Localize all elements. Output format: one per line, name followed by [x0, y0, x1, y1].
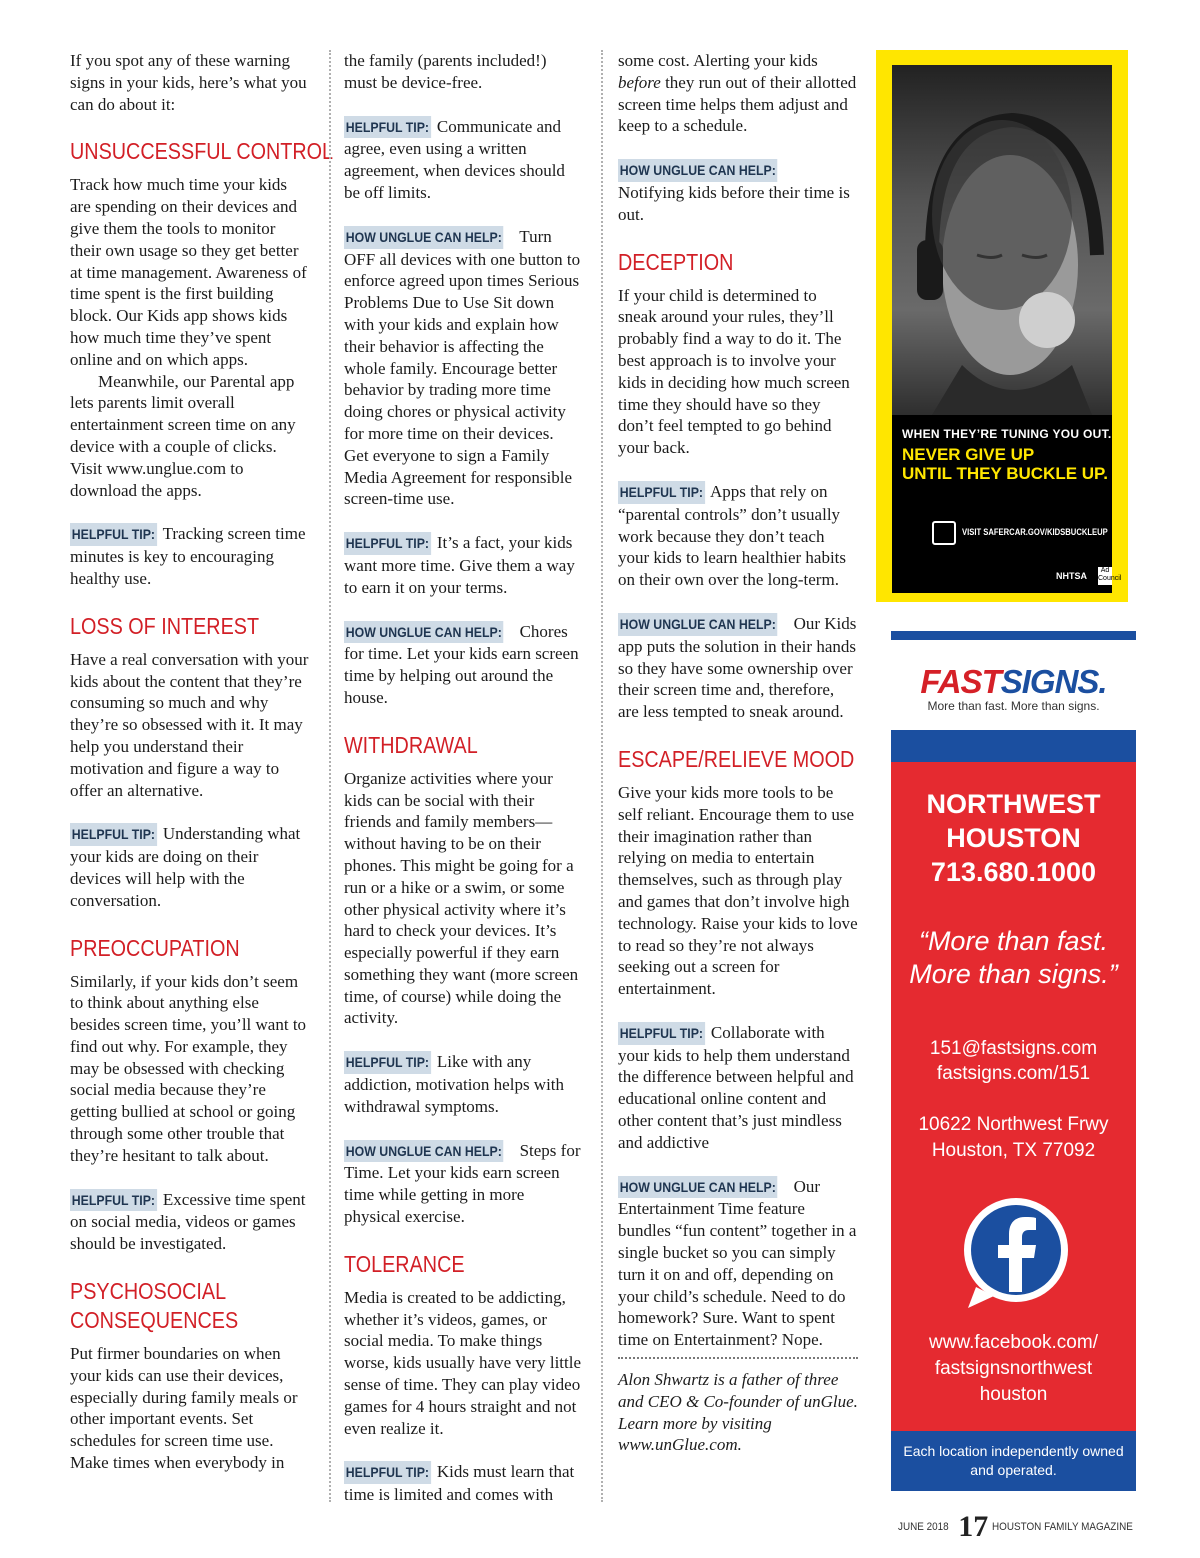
tip-text: Collaborate with your kids to help them understand the difference between helpful and educational online content and other content that’s just mindless and addictive	[618, 1022, 854, 1152]
page-number: 17	[958, 1510, 989, 1543]
heading-loss-of-interest: LOSS OF INTEREST	[70, 612, 260, 639]
article-column-2	[344, 50, 582, 1528]
tip-label: HELPFUL TIP:	[70, 523, 157, 546]
tip-label: HELPFUL TIP:	[70, 1189, 157, 1212]
tip-text: Understanding what your kids are doing on their devices will help with the conversation.	[70, 824, 301, 910]
unglue-help	[344, 226, 582, 510]
facebook-url-line: fastsignsnorthwest	[934, 1358, 1093, 1379]
address-line: Houston, TX 77092	[931, 1140, 1096, 1161]
ad-red-panel	[891, 762, 1136, 1431]
tip-label: HELPFUL TIP:	[618, 481, 705, 504]
heading-escape-relieve-mood: ESCAPE/RELIEVE MOOD	[618, 745, 855, 772]
fastsigns-ad[interactable]	[891, 631, 1136, 1501]
website-link[interactable]: fastsigns.com/151	[936, 1063, 1091, 1084]
ad-headline	[902, 445, 1108, 483]
location-line: HOUSTON	[946, 823, 1081, 853]
contact-block	[891, 1036, 1136, 1086]
ad-visit-url[interactable]: VISIT SAFERCAR.GOV/KIDSBUCKLEUP	[962, 527, 1108, 537]
location-block	[891, 762, 1136, 889]
help-text: Turn OFF all devices with one button to enforce agreed upon times Serious Problems Due to Use Sit down with your kids and explain how their behavior is affecting the whole family. Encourage better behavior by trading more time doing chores or physical activity for more time on their devices. Get everyone to sign a Family Media Agreement for responsible screen-time use.	[344, 226, 581, 509]
email-link[interactable]: 151@fastsigns.com	[929, 1038, 1098, 1059]
tip-label: HELPFUL TIP:	[344, 1051, 431, 1074]
tip-label: HELPFUL TIP:	[618, 1022, 705, 1045]
facebook-url[interactable]	[891, 1330, 1136, 1408]
logo-tagline: More than fast. More than signs.	[927, 699, 1100, 713]
unglue-help	[344, 621, 582, 709]
ad-footer: Each location independently owned and operated.	[891, 1431, 1136, 1491]
text-run: some cost. Alerting your kids	[618, 51, 818, 70]
helpful-tip	[344, 1051, 582, 1117]
tip-text: Excessive time spent on social media, videos or games should be investigated.	[70, 1189, 306, 1254]
tip-label: HELPFUL TIP:	[344, 532, 431, 555]
article-column-1	[70, 50, 334, 1496]
logo-signs: SIGNS.	[1000, 663, 1107, 700]
body-paragraph: Have a real conversation with your kids about the content that they’re consuming so much and why they’re so obsessed with it. It may help you understand their motivation and figure a way to offer an alternative.	[70, 649, 309, 800]
help-text: Chores for time. Let your kids earn screen time by helping out around the house.	[344, 621, 579, 707]
heading-unsuccessful-control: UNSUCCESSFUL CONTROL	[70, 138, 334, 165]
body-paragraph: Meanwhile, our Parental app lets parents limit overall entertainment screen time on any device with a couple of clicks. Visit www.unglue.com to download the apps.	[70, 371, 296, 500]
tip-label: HELPFUL TIP:	[344, 1461, 431, 1484]
tip-text: Tracking screen time minutes is key to encouraging healthy use.	[70, 524, 306, 588]
help-label: HOW UNGLUE CAN HELP:	[618, 1176, 778, 1199]
tip-text: Kids must learn that time is limited and comes with	[344, 1462, 575, 1505]
slogan	[891, 925, 1136, 991]
body-paragraph: If your child is determined to sneak around your rules, they’ll probably find a way to do it. The best approach is to involve your kids in deciding how much screen time they should have so they don’t feel tempted to go behind your back.	[618, 285, 850, 458]
column-divider	[329, 50, 331, 1502]
girl-with-headphones-image	[892, 65, 1112, 415]
help-label: HOW UNGLUE CAN HELP:	[344, 226, 504, 249]
ad-blue-bar	[891, 730, 1136, 762]
intro-paragraph: If you spot any of these warning signs in your kids, here’s what you can do about it:	[70, 51, 307, 114]
tip-label: HELPFUL TIP:	[70, 823, 157, 846]
ad-council-logo: Ad Council	[1098, 567, 1112, 585]
helpful-tip	[70, 1189, 310, 1255]
column-divider	[601, 50, 603, 1502]
help-label: HOW UNGLUE CAN HELP:	[344, 1140, 504, 1163]
unglue-help	[618, 613, 858, 723]
ad-headline-line: UNTIL THEY BUCKLE UP.	[902, 464, 1108, 483]
text-run: they run out of their allotted screen time helps them adjust and keep to a schedule.	[618, 72, 857, 136]
nhtsa-logo: NHTSA	[1056, 571, 1087, 581]
ad-top-bar	[891, 631, 1136, 640]
help-text: Our Entertainment Time feature bundles “fun content” together in a single bucket so you can simply turn it on and off, depending on your child’s schedule. Need to do homework? Sure. Want to spent time on Entertainment? Nope.	[618, 1176, 857, 1350]
safercar-ad[interactable]	[876, 50, 1128, 602]
body-paragraph	[618, 50, 858, 137]
tip-text: It’s a fact, your kids want more time. Give them a way to earn it on your terms.	[344, 533, 575, 597]
body-paragraph: Track how much time your kids are spending on their devices and give them the tools to monitor their own usage so they get better at time management. Awareness of time spent is the first building block. Our Kids app shows kids how much time they’ve spent online and on which apps.	[70, 175, 307, 369]
magazine-name: HOUSTON FAMILY MAGAZINE	[992, 1521, 1134, 1533]
seatbelt-buckle-icon	[932, 521, 956, 545]
logo-fast: FAST	[920, 663, 1001, 700]
ad-panel	[892, 65, 1122, 593]
author-byline: Alon Shwartz is a father of three and CEO & Co-founder of unGlue. Learn more by visiting www.unGlue.com.	[618, 1370, 858, 1455]
tip-text: Apps that rely on “parental controls” don’t usually work because they don’t teach your kids to learn healthier habits on their own over the long-term.	[618, 481, 847, 590]
phone-number[interactable]: 713.680.1000	[930, 857, 1097, 887]
location-line: NORTHWEST	[926, 789, 1101, 819]
body-paragraph: Media is created to be addicting, whether it’s videos, games, or social media. To make things worse, kids usually have very little sense of time. They can play video games for 4 hours straight and not even realize it.	[344, 1287, 582, 1438]
facebook-url-line: houston	[979, 1384, 1048, 1405]
body-paragraph: Organize activities where your kids can be social with their friends and family members—without having to be on their phones. This might be going for a run or a hike or a swim, or some other physical activity where it’s hard to check your devices. It’s especially powerful if they earn something they want (more screen time, of course) while doing the activity.	[344, 768, 579, 1028]
unglue-help	[618, 159, 858, 225]
article-column-3	[618, 50, 858, 1478]
unglue-help	[618, 1176, 858, 1351]
heading-preoccupation: PREOCCUPATION	[70, 934, 240, 961]
logo-wordmark	[920, 665, 1106, 699]
page-folio	[898, 1510, 1138, 1544]
ad-headline-line: NEVER GIVE UP	[902, 445, 1035, 464]
helpful-tip	[344, 1461, 582, 1506]
help-label: HOW UNGLUE CAN HELP:	[618, 613, 778, 636]
byline-divider	[618, 1357, 858, 1359]
tip-text: Communicate and agree, even using a written agreement, when devices should be off limits.	[344, 116, 565, 202]
address-block	[891, 1112, 1136, 1164]
tip-text: Like with any addiction, motivation helps with withdrawal symptoms.	[344, 1052, 565, 1116]
ad-message-band	[892, 415, 1112, 593]
body-paragraph: Give your kids more tools to be self reliant. Encourage them to use their imagination rather than relying on media to entertain themselves, such as through play and games that don’t involve high technology. Raise your kids to love to read so they’re not always seeking out a screen for entertainment.	[618, 782, 858, 999]
body-paragraph: the family (parents included!) must be device-free.	[344, 51, 547, 92]
heading-withdrawal: WITHDRAWAL	[344, 731, 478, 758]
help-text: Notifying kids before their time is out.	[618, 182, 850, 224]
helpful-tip	[618, 481, 858, 591]
helpful-tip	[618, 1022, 858, 1154]
address-line: 10622 Northwest Frwy	[918, 1114, 1109, 1135]
facebook-url-line: www.facebook.com/	[929, 1332, 1098, 1353]
help-text: Our Kids app puts the solution in their hands so they have some ownership over their screen time and, therefore, are less tempted to sneak around.	[618, 613, 857, 722]
issue-date: JUNE 2018	[898, 1521, 949, 1533]
help-label: HOW UNGLUE CAN HELP:	[618, 159, 778, 182]
unglue-help	[344, 1140, 582, 1228]
help-text: Steps for Time. Let your kids earn screen time while getting in more physical exercise.	[344, 1140, 581, 1227]
body-paragraph: Put firmer boundaries on when your kids can use their devices, especially during family meals or other important events. Set schedules for screen time use. Make times when everybody in	[70, 1344, 298, 1473]
slogan-line: More than signs.”	[909, 959, 1118, 989]
heading-deception: DECEPTION	[618, 248, 734, 275]
body-paragraph: Similarly, if your kids don’t seem to think about anything else besides screen time, you’ll want to find out why. For example, they may be obsessed with checking social media because they’re getting bullied at school or going through some other trouble that they’re hesitant to talk about.	[70, 971, 307, 1165]
tip-label: HELPFUL TIP:	[344, 116, 431, 139]
heading-psychosocial-consequences: PSYCHOSOCIAL CONSEQUENCES	[70, 1278, 239, 1334]
helpful-tip	[70, 523, 310, 589]
helpful-tip	[70, 823, 310, 911]
slogan-line: “More than fast.	[918, 926, 1109, 956]
help-label: HOW UNGLUE CAN HELP:	[344, 621, 504, 644]
ad-photo	[892, 65, 1112, 415]
emphasis-text: before	[618, 72, 661, 92]
ad-line-1: WHEN THEY’RE TUNING YOU OUT.	[902, 427, 1112, 441]
facebook-icon[interactable]	[954, 1192, 1074, 1312]
fastsigns-logo	[891, 640, 1136, 730]
helpful-tip	[344, 532, 582, 598]
heading-tolerance: TOLERANCE	[344, 1250, 465, 1277]
helpful-tip	[344, 116, 582, 204]
